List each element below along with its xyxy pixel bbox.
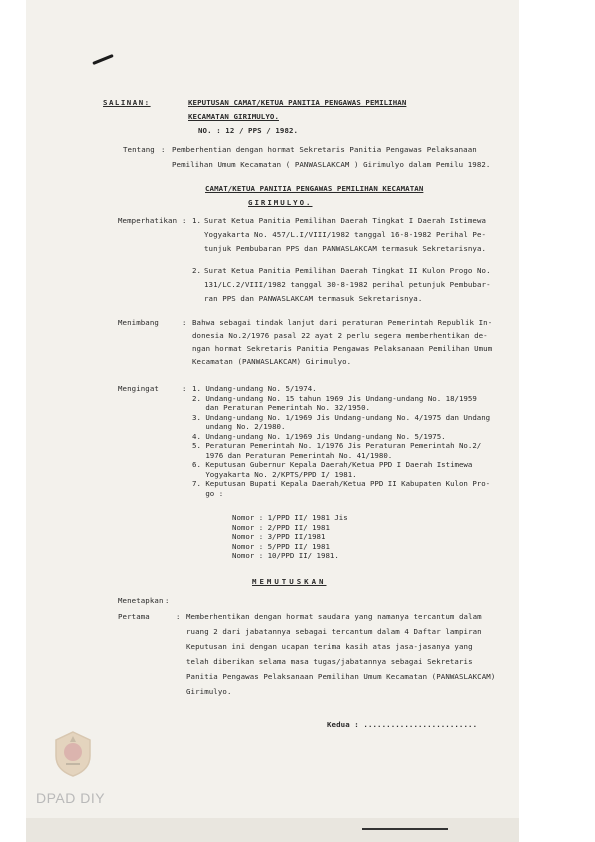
- scan-edge: [26, 818, 519, 842]
- memperhatikan-item-line: Yogyakarta No. 457/L.I/VIII/1982 tanggal 16-8-1982 Perihal Pe-: [204, 230, 487, 239]
- watermark-text: DPAD DIY: [36, 790, 106, 806]
- pertama-line: Panitia Pengawas Pelaksanaan Pemilihan Umum Kecamatan (PANWASLAKCAM): [186, 672, 496, 681]
- tentang-label: Tentang: [123, 145, 155, 154]
- menetapkan-label: Menetapkan: [118, 596, 164, 605]
- mengingat-item: 5. Peraturan Pemerintah No. 1/1976 Jis Peraturan Pemerintah No.2/: [192, 441, 482, 450]
- memperhatikan-sep: :: [182, 216, 187, 225]
- issuer-title: CAMAT/KETUA PANITIA PENGAWAS PEMILIHAN KECAMATAN: [205, 184, 424, 193]
- memperhatikan-item-line: Surat Ketua Panitia Pemilihan Daerah Tingkat I Daerah Istimewa: [204, 216, 487, 225]
- memperhatikan-item-line: ran PPS dan PANWASLAKCAM termasuk Sekretarisnya.: [204, 294, 423, 303]
- pertama-line: Keputusan ini dengan ucapan terima kasih atas jasa-jasanya yang: [186, 642, 473, 651]
- pertama-line: telah diberikan selama masa tugas/jabatannya sebagai Sekretaris: [186, 657, 473, 666]
- menimbang-line: Kecamatan (PANWASLAKCAM) Girimulyo.: [192, 357, 352, 366]
- mengingat-item: 3. Undang-undang No. 1/1969 Jis Undang-undang No. 4/1975 dan Undang: [192, 412, 491, 422]
- mengingat-item: Yogyakarta No. 2/KPTS/PPD I/ 1981.: [192, 469, 357, 479]
- mengingat-item: 2. Undang-undang No. 15 tahun 1969 Jis Undang-undang No. 18/1959: [192, 393, 477, 403]
- nomor-list: [232, 513, 348, 561]
- decree-title: KEPUTUSAN CAMAT/KETUA PANITIA PENGAWAS PEMILIHAN: [188, 98, 407, 107]
- mengingat-item: undang No. 2/1980.: [192, 422, 286, 431]
- memperhatikan-label: Memperhatikan: [118, 216, 178, 225]
- nomor-item: Nomor : 1/PPD II/ 1981 Jis: [232, 513, 348, 522]
- mengingat-list: [192, 384, 490, 498]
- mengingat-item: 1. Undang-undang No. 5/1974.: [192, 384, 317, 393]
- mengingat-item: 1976 dan Peraturan Pemerintah No. 41/1980.: [192, 450, 393, 460]
- menimbang-line: donesia No.2/1976 pasal 22 ayat 2 perlu segera memberhentikan de-: [192, 331, 488, 340]
- decree-number: NO. : 12 / PPS / 1982.: [198, 126, 299, 135]
- decree-subtitle: KECAMATAN GIRIMULYO.: [188, 112, 279, 121]
- mengingat-item: 4. Undang-undang No. 1/1969 Jis Undang-undang No. 5/1975.: [192, 431, 446, 441]
- salinan-label: SALINAN:: [103, 98, 151, 107]
- nomor-item: Nomor : 10/PPD II/ 1981.: [232, 551, 339, 560]
- pertama-label: Pertama: [118, 612, 150, 621]
- mengingat-label: Mengingat: [118, 384, 159, 393]
- mengingat-item: dan Peraturan Pemerintah No. 32/1950.: [192, 403, 370, 412]
- pertama-line: ruang 2 dari jabatannya sebagai tercantum dalam 4 Daftar lampiran: [186, 627, 482, 636]
- pertama-line: Girimulyo.: [186, 687, 232, 696]
- mengingat-sep: :: [182, 384, 187, 393]
- mengingat-item: go :: [192, 488, 224, 498]
- memperhatikan-item-num: 2.: [192, 266, 202, 275]
- memperhatikan-item-num: 1.: [192, 216, 202, 225]
- nomor-item: Nomor : 5/PPD II/ 1981: [232, 541, 330, 551]
- menimbang-line: Bahwa sebagai tindak lanjut dari peraturan Pemerintah Republik In-: [192, 318, 493, 327]
- memperhatikan-item-line: tunjuk Pembubaran PPS dan PANWASLAKCAM termasuk Sekretarisnya.: [204, 244, 487, 253]
- mengingat-item: 7. Keputusan Bupati Kepala Daerah/Ketua PPD II Kabupaten Kulon Pro-: [192, 479, 491, 488]
- tentang-sep: :: [161, 145, 166, 154]
- menimbang-label: Menimbang: [118, 318, 159, 327]
- bottom-rule: [362, 828, 448, 830]
- memperhatikan-item-line: 131/LC.2/VIII/1982 tanggal 30-8-1982 perihal petunjuk Pembubar-: [204, 280, 491, 289]
- tentang-line: Pemilihan Umum Kecamatan ( PANWASLAKCAM ) Girimulyo dalam Pemilu 1982.: [172, 160, 491, 169]
- continuation-marker: Kedua : .........................: [327, 720, 478, 729]
- memutuskan-heading: MEMUTUSKAN: [252, 577, 327, 586]
- nomor-item: Nomor : 2/PPD II/ 1981: [232, 522, 330, 532]
- pertama-sep: :: [176, 612, 181, 621]
- tentang-line: Pemberhentian dengan hormat Sekretaris Panitia Pengawas Pelaksanaan: [172, 145, 477, 154]
- menimbang-line: ngan hormat Sekretaris Panitia Pengawas Pelaksanaan Pemilihan Umum: [192, 344, 493, 353]
- menetapkan-sep: :: [165, 596, 170, 605]
- nomor-item: Nomor : 3/PPD II/1981: [232, 532, 326, 541]
- mengingat-item: 6. Keputusan Gubernur Kepala Daerah/Ketua PPD I Daerah Istimewa: [192, 460, 473, 469]
- menimbang-sep: :: [182, 318, 187, 327]
- pertama-line: Memberhentikan dengan hormat saudara yang namanya tercantum dalam: [186, 612, 482, 621]
- archive-logo: [52, 730, 94, 778]
- issuer-place: GIRIMULYO.: [248, 198, 313, 207]
- memperhatikan-item-line: Surat Ketua Panitia Pemilihan Daerah Tingkat II Kulon Progo No.: [204, 266, 491, 275]
